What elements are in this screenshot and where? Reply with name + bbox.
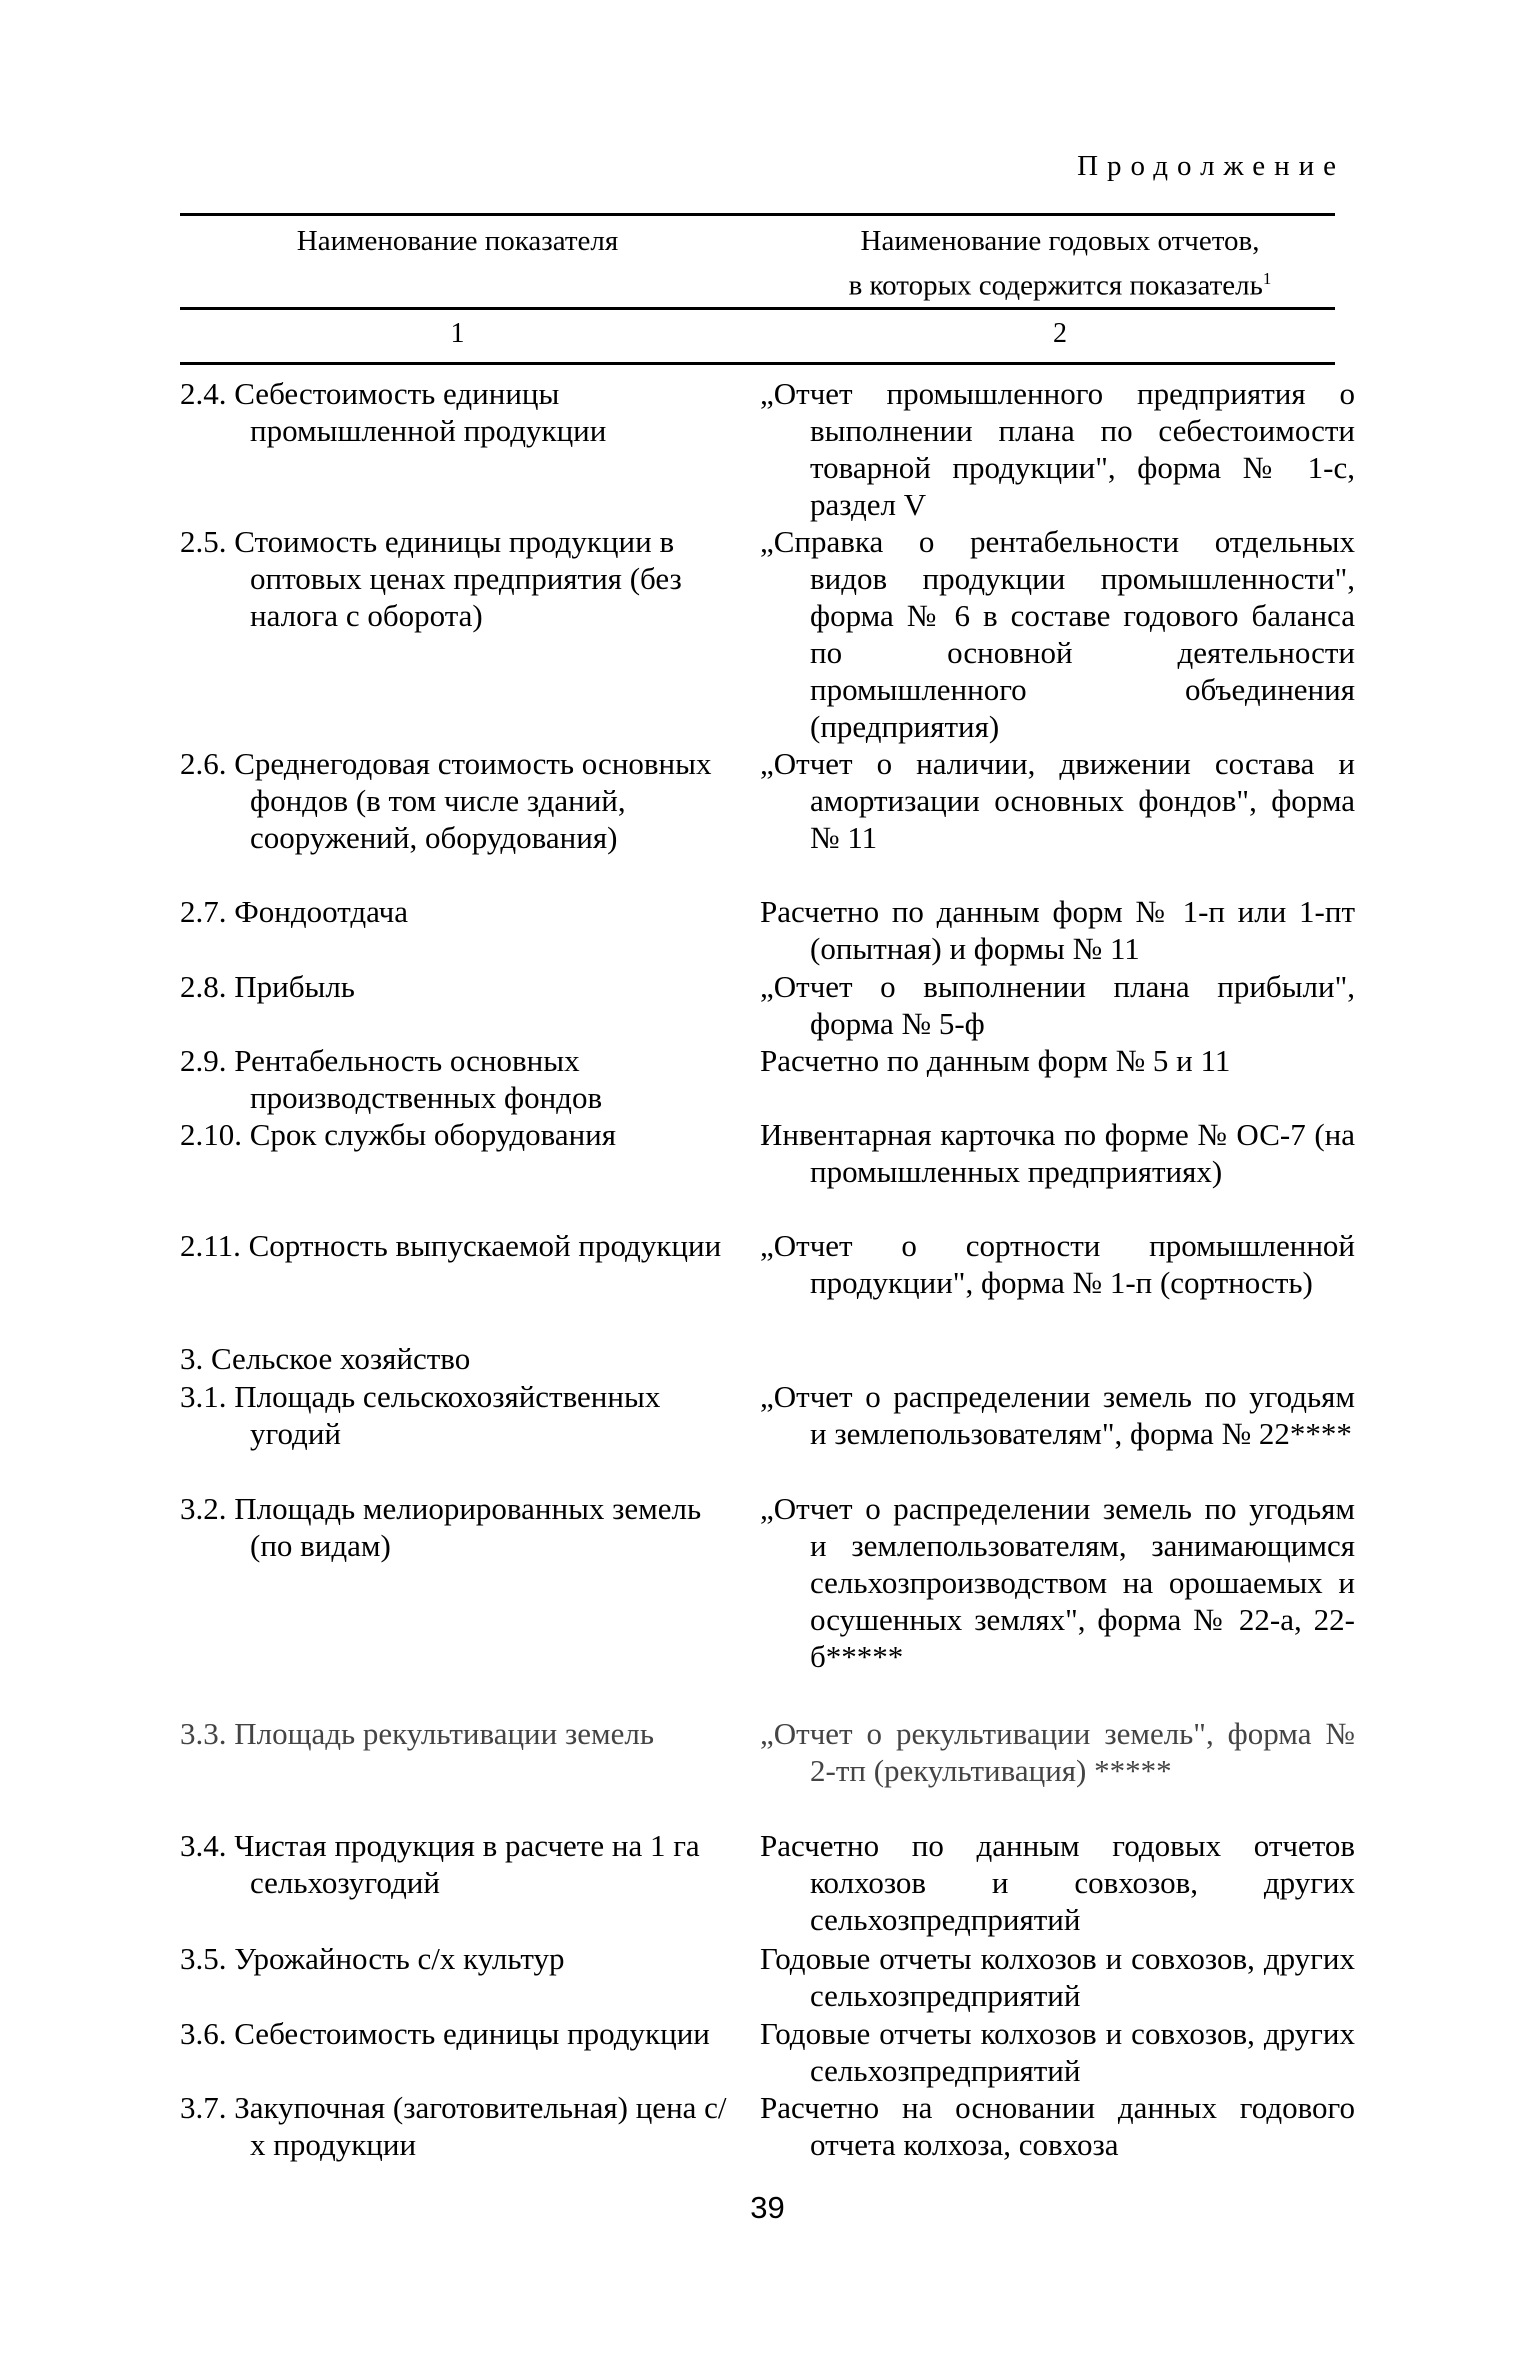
indicator-cell: 3.4. Чистая продукция в расчете на 1 га сельхозугодий xyxy=(180,1828,700,1900)
report-cell: Годовые отчеты колхозов и совхозов, других сельхозпредприятий xyxy=(760,1941,1355,2013)
indicator-cell: 3.1. Площадь сельскохозяйственных угодий xyxy=(180,1379,661,1451)
footnote-marker: 1 xyxy=(1262,269,1272,288)
header-col1: Наименование показателя xyxy=(296,225,619,257)
report-cell: „Отчет о рекультивации земель", форма № 2-тп (рекультивация) ***** xyxy=(760,1716,1355,1788)
indicator-cell: 2.5. Стоимость единицы продукции в оптовых ценах предприятия (без налога с оборота) xyxy=(180,524,682,633)
report-cell: „Отчет о сортности промышленной продукции", форма № 1-п (сортность) xyxy=(760,1228,1355,1300)
header-bottom-rule xyxy=(180,307,1335,310)
column-numbers-rule xyxy=(180,362,1335,365)
report-cell: „Справка о рентабельности отдельных видов продукции промышленности", форма № 6 в составе годового баланса по основной деятельности промышленного объединения (предприятия) xyxy=(760,524,1355,744)
column-number-2: 2 xyxy=(1053,318,1067,349)
indicator-cell: 2.7. Фондоотдача xyxy=(180,894,408,929)
section-heading: 3. Сельское хозяйство xyxy=(180,1341,471,1376)
header-col2-line2: в которых содержится показатель$^1$ xyxy=(848,269,1272,302)
indicator-cell: 2.6. Среднегодовая стоимость основных фондов (в том числе зданий, сооружений, оборудования) xyxy=(180,746,712,855)
indicator-cell: 3.6. Себестоимость единицы продукции xyxy=(180,2016,710,2051)
indicator-cell: 3.7. Закупочная (заготовительная) цена с/х продукции xyxy=(180,2090,727,2162)
report-cell: Расчетно по данным форм № 1-п или 1-пт (опытная) и формы № 11 xyxy=(760,894,1355,966)
header-col2 xyxy=(760,222,1360,305)
continued-label: Продолжение xyxy=(1077,150,1345,182)
indicator-cell: 3.3. Площадь рекультивации земель xyxy=(180,1716,654,1751)
report-cell: „Отчет промышленного предприятия о выполнении плана по себестоимости товарной продукции", форма № 1-с, раздел V xyxy=(760,376,1355,522)
report-cell: „Отчет о наличии, движении состава и амортизации основных фондов", форма № 11 xyxy=(760,746,1355,855)
indicator-cell: 2.8. Прибыль xyxy=(180,969,355,1004)
column-number-1: 1 xyxy=(450,318,465,349)
report-cell: „Отчет о распределении земель по угодьям и землепользователям", форма № 22**** xyxy=(760,1379,1355,1451)
report-cell: Расчетно на основании данных годового отчета колхоза, совхоза xyxy=(760,2090,1355,2162)
indicator-cell: 2.9. Рентабельность основных производственных фондов xyxy=(180,1043,603,1115)
indicator-cell: 2.10. Срок службы оборудования xyxy=(180,1117,617,1152)
report-cell: „Отчет о распределении земель по угодьям и землепользователям, занимающимся сельхозпроизводством на орошаемых и осушенных землях", форма № 22-а, 22-б***** xyxy=(760,1491,1355,1674)
indicator-cell: 3.5. Урожайность с/х культур xyxy=(180,1941,565,1976)
indicator-cell: 2.11. Сортность выпускаемой продукции xyxy=(180,1228,722,1263)
indicator-cell: 3.2. Площадь мелиорированных земель (по видам) xyxy=(180,1491,702,1563)
table-top-rule xyxy=(180,213,1335,216)
report-cell: Годовые отчеты колхозов и совхозов, других сельхозпредприятий xyxy=(760,2016,1355,2088)
page-number: 39 xyxy=(750,2190,785,2225)
indicator-cell: 2.4. Себестоимость единицы промышленной продукции xyxy=(180,376,607,448)
header-col2-line1: Наименование годовых отчетов, xyxy=(860,225,1260,257)
report-cell: Инвентарная карточка по форме № ОС-7 (на промышленных предприятиях) xyxy=(760,1117,1355,1189)
report-cell: „Отчет о выполнении плана прибыли", форма № 5-ф xyxy=(760,969,1355,1041)
report-cell: Расчетно по данным годовых отчетов колхозов и совхозов, других сельхозпредприятий xyxy=(760,1828,1355,1937)
report-cell: Расчетно по данным форм № 5 и 11 xyxy=(760,1043,1231,1078)
